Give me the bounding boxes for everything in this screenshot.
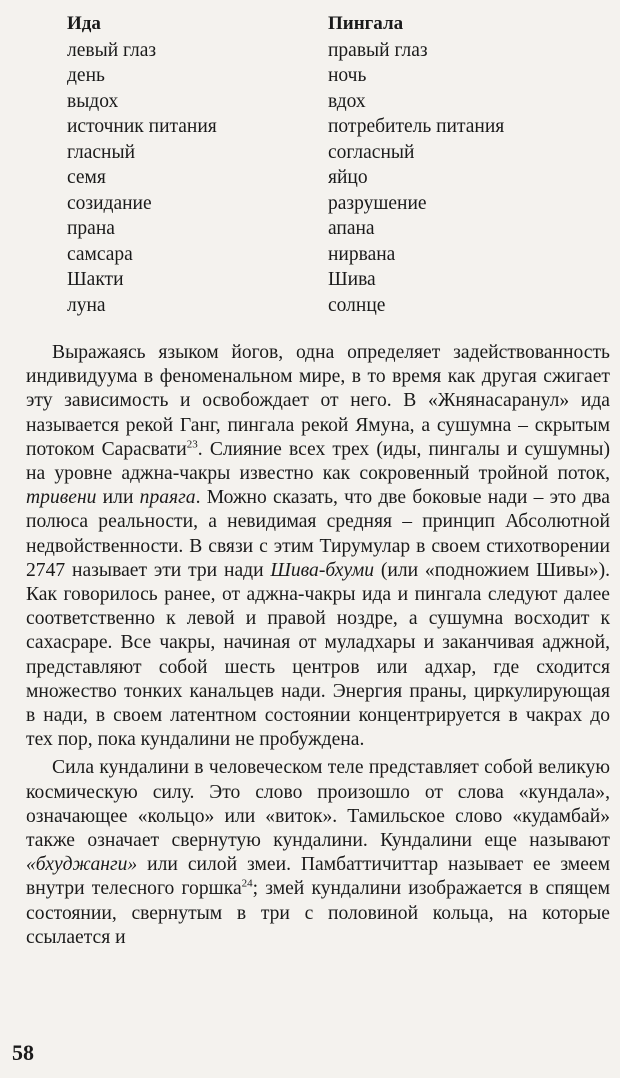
ida-cell: день xyxy=(67,65,105,87)
ida-cell: луна xyxy=(67,294,106,316)
ida-cell: семя xyxy=(67,167,106,189)
pingala-cell: яйцо xyxy=(328,167,368,189)
term-triveni: тривени xyxy=(26,487,97,509)
pingala-cell: нирвана xyxy=(328,243,396,265)
table-row xyxy=(67,166,587,192)
ida-cell: источник питания xyxy=(67,116,217,138)
table-row xyxy=(67,268,587,294)
term-prayaga: праяга xyxy=(139,487,196,509)
ida-cell: самсара xyxy=(67,243,133,265)
p1-text-3: или xyxy=(96,487,140,509)
p1-text-4: . Можно сказать, что две боковые нади – это два полюса реальности, а невидимая средняя – принцип Абсолютной недвойственности. В связи с этим Тирумулар в своем стихотворении 2747 называет эти три нади xyxy=(26,487,610,581)
term-shiva-bhumi: Шива-бхуми xyxy=(270,559,375,581)
header-pingala: Пингала xyxy=(328,13,404,34)
table-row xyxy=(67,293,587,319)
ida-cell: прана xyxy=(67,218,115,240)
table-row xyxy=(67,64,587,90)
pingala-cell: разрушение xyxy=(328,192,427,214)
table-row xyxy=(67,191,587,217)
ida-cell: созидание xyxy=(67,192,152,214)
table-header xyxy=(67,10,587,38)
header-ida: Ида xyxy=(67,13,101,34)
ida-cell: левый глаз xyxy=(67,39,157,61)
paragraph-1 xyxy=(26,341,610,752)
p1-text-2: . Слияние всех трех (иды, пингалы и сушумны) на уровне аджна-чакры известно как сокровенный тройной поток, xyxy=(26,438,610,485)
paragraph-2 xyxy=(26,756,610,950)
term-bhujangi: «бхуджанги» xyxy=(26,854,138,876)
table-row xyxy=(67,89,587,115)
footnote-ref-24: 24 xyxy=(241,877,253,890)
ida-pingala-table xyxy=(67,10,587,319)
p2-text-1: Сила кундалини в человеческом теле представляет собой великую космическую силу. Это слово произошло от слова «кундала», означающее «кольцо» или «виток». Тамильское слово «кудамбай» также означает свернутую кундалини. Кундалини еще называют xyxy=(26,757,610,852)
pingala-cell: ночь xyxy=(328,65,367,87)
p2-text-3: ; змей кундалини изображается в спящем состоянии, свернутым в три с половиной кольца, на которые ссылается и xyxy=(26,878,610,948)
p1-text-5: (или «подножием Шивы»). Как говорилось ранее, от аджна-чакры ида и пингала следуют далее соответственно к левой и правой ноздре, а сушумна восходит к сахасраре. Все чакры, начиная от муладхары и заканчивая аджной, представляют собой шесть центров или адхар, где сходится множество тонких канальцев нади. Энергия праны, циркулирующая в нади, в своем латентном состоянии концентрируется в чакрах до тех пор, пока кундалини не пробуждена. xyxy=(26,559,610,751)
ida-cell: Шакти xyxy=(67,269,124,291)
pingala-cell: Шива xyxy=(328,269,376,291)
ida-cell: выдох xyxy=(67,90,119,112)
page-number: 58 xyxy=(12,1040,34,1065)
footnote-ref-23: 23 xyxy=(186,438,198,451)
table-row xyxy=(67,140,587,166)
ida-cell: гласный xyxy=(67,141,136,163)
p2-text-2: или силой змеи. Памбаттичиттар называет ее змеем внутри телесного горшка xyxy=(26,854,610,900)
pingala-cell: согласный xyxy=(328,141,415,163)
pingala-cell: солнце xyxy=(328,294,386,316)
table-row xyxy=(67,217,587,243)
table-row xyxy=(67,115,587,141)
p1-text-1: Выражаясь языком йогов, одна определяет задействованность индивидуума в феноменальном мире, в то время как другая сжигает эту зависимость и освобождает от него. В «Жнянасаранул» ида называется рекой Ганг, пингала рекой Ямуна, а сушумна – скрытым потоком Сарасвати xyxy=(26,342,610,460)
pingala-cell: правый глаз xyxy=(328,39,428,61)
body-text xyxy=(26,341,610,950)
pingala-cell: вдох xyxy=(328,90,366,112)
table-row xyxy=(67,38,587,64)
pingala-cell: апана xyxy=(328,218,375,240)
pingala-cell: потребитель питания xyxy=(328,116,505,138)
table-row xyxy=(67,242,587,268)
